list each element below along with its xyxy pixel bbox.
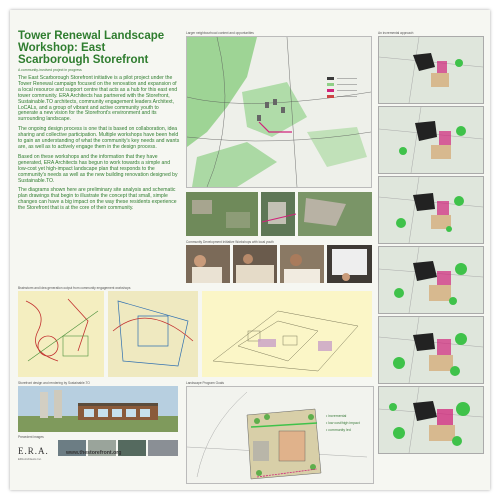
legend-item-incremental: • incremental (326, 414, 347, 418)
incremental-panel-1 (378, 36, 484, 104)
landscape-plan-caption: Landscape Program Goals (186, 381, 224, 385)
incremental-panel-1-graphic (379, 37, 483, 103)
incremental-panel-5 (378, 316, 484, 384)
paragraph-3: Based on these workshops and the information that they have generated, ERA Architects has begun to work towards a simple and low-cost yet high-impact landscape plan that responds to the community's needs as well as the new building renovation designed by Sustainable.TO. (18, 153, 178, 184)
plan-legend (326, 414, 360, 432)
workshop-caption: Community Development Initiative Workshops with local youth (186, 240, 274, 244)
storefront-rendering (18, 386, 178, 432)
workshop-photos-graphic (186, 245, 372, 283)
incremental-caption: An incremental approach (378, 31, 414, 35)
poster-subtitle: A community-involved project in progress (18, 68, 82, 72)
incremental-panel-2-graphic (379, 107, 483, 173)
aerial-photo-strip (186, 192, 372, 236)
poster-title: Tower Renewal Landscape Workshop: East Scarborough Storefront (18, 30, 165, 66)
incremental-panel-4-graphic (379, 247, 483, 313)
neighbourhood-caption: Larger neighbourhood context and opportunities (186, 31, 254, 35)
brainstorm-sketches (18, 291, 372, 377)
landscape-plan (186, 386, 374, 484)
incremental-panel-6-graphic (379, 387, 483, 453)
legend-label-community-led: community led (328, 428, 351, 432)
incremental-panel-5-graphic (379, 317, 483, 383)
storefront-caption: Storefront design and rendering by Sustainable.TO (18, 381, 90, 385)
brainstorm-caption: Brainstorm and idea generation output from community engagement workshops (18, 286, 131, 290)
legend-item-low-cost: • low cost/high impact (326, 421, 360, 425)
paragraph-2: The ongoing design process is one that is based on collaboration, idea sharing and collective participation. Multiple workshops have been held to gain an understanding of what the community's key needs and wants are, as well as to actively engage them in the design process. (18, 126, 180, 150)
brainstorm-graphic (18, 291, 372, 377)
incremental-panel-3 (378, 176, 484, 244)
paragraph-1: The East Scarborough Storefront initiative is a pilot project under the Tower Renewal campaign focused on the renovation and expansion of a local resource and support centre that acts as a hub for this east end tower community. ERA Architects has partnered with the Storefront, Sustainable.TO architects, community engagement leaders Architext, LoCALs, and a group of vibrant and active community youth to generate a new vision for the Storefront's environment and its surrounding landscape. (18, 75, 178, 123)
incremental-panel-6 (378, 386, 484, 454)
incremental-panel-3-graphic (379, 177, 483, 243)
legend-item-community-led: • community led (326, 428, 351, 432)
incremental-panel-4 (378, 246, 484, 314)
landscape-plan-graphic (187, 387, 373, 483)
poster-board (10, 10, 490, 490)
neighbourhood-map (186, 36, 372, 188)
website-link[interactable]: www.thestorefront.org (66, 450, 122, 456)
storefront-rendering-graphic (18, 386, 178, 432)
precedent-caption: Precedent images (18, 435, 44, 439)
legend-label-incremental: incremental (328, 414, 347, 418)
legend-label-low-cost: low cost/high impact (328, 421, 360, 425)
workshop-photos (186, 245, 372, 283)
body-text (18, 76, 180, 216)
neighbourhood-map-graphic (187, 37, 371, 187)
incremental-panel-2 (378, 106, 484, 174)
era-logo-subtext: ERA Architects Inc. (18, 457, 42, 461)
paragraph-4: The diagrams shown here are preliminary site analysis and schematic plan drawings that begin to illustrate the concept that small, simple changes can have a big impact on the way these residents experience the Storefront that is at the core of their community. (18, 187, 177, 212)
aerial-photos-graphic (186, 192, 372, 236)
era-logo: E.R.A. (18, 446, 49, 456)
